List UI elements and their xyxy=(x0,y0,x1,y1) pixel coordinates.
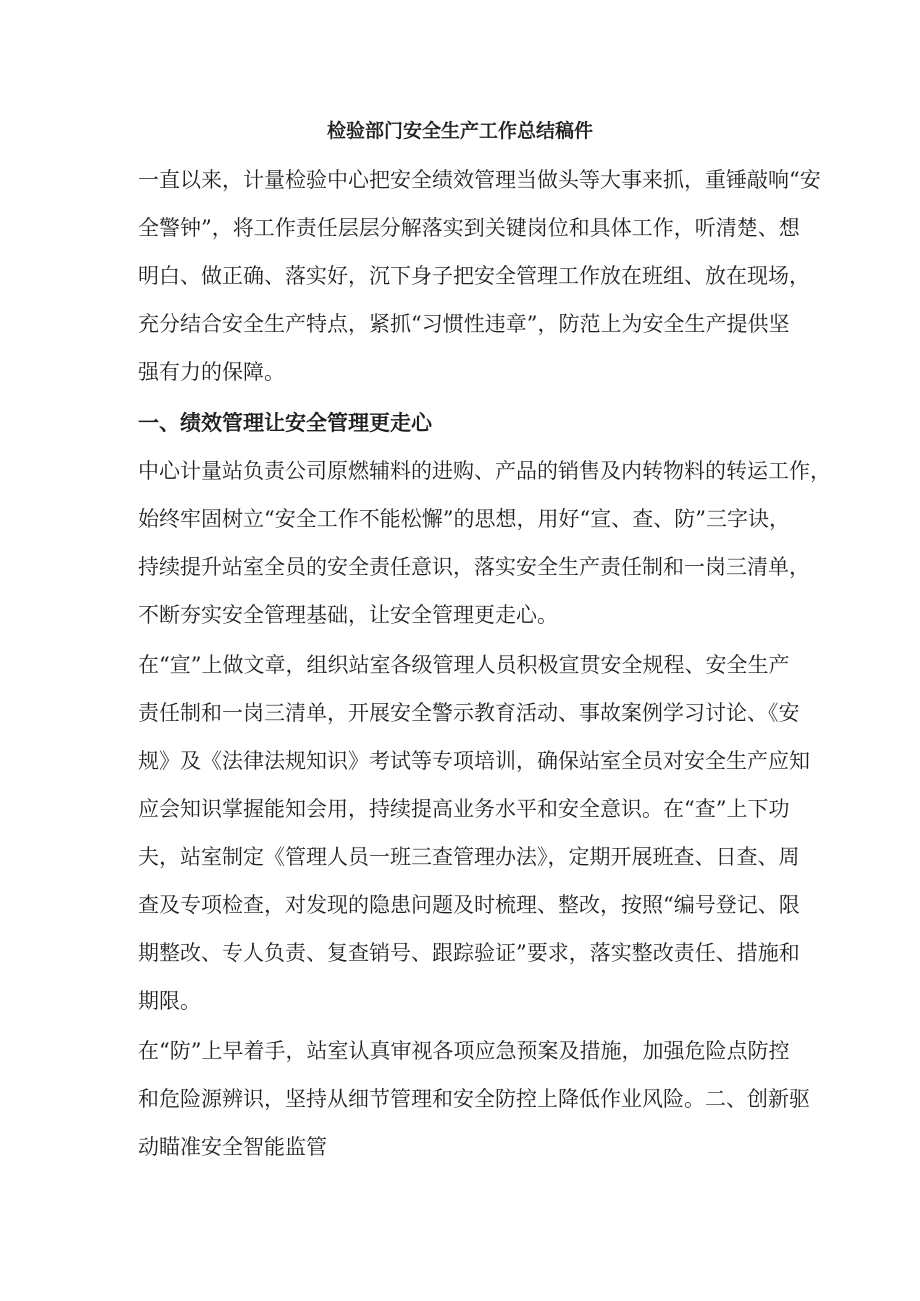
paragraph-line: 不断夯实安全管理基础，让安全管理更走心。 xyxy=(138,603,558,627)
paragraph-line: 在“防”上早着手，站室认真审视各项应急预案及措施，加强危险点防控 xyxy=(138,1039,790,1063)
paragraph-line: 和危险源辨识，坚持从细节管理和安全防控上降低作业风险。二、创新驱 xyxy=(138,1087,810,1111)
paragraph-line: 始终牢固树立“安全工作不能松懈”的思想，用好“宣、查、防”三字诀， xyxy=(138,507,790,531)
xuan-paragraph xyxy=(138,641,810,1025)
fang-paragraph xyxy=(138,1027,810,1171)
paragraph-line: 中心计量站负责公司原燃辅料的进购、产品的销售及内转物料的转运工作， xyxy=(138,459,831,483)
paragraph-line: 全警钟”，将工作责任层层分解落实到关键岗位和具体工作，听清楚、想 xyxy=(138,216,800,240)
paragraph-line: 动瞄准安全智能监管 xyxy=(138,1135,327,1159)
section-1-heading: 一、绩效管理让安全管理更走心 xyxy=(138,410,432,435)
paragraph-line: 规》及《法律法规知识》考试等专项培训，确保站室全员对安全生产应知 xyxy=(138,749,810,773)
paragraph-line: 查及专项检查，对发现的隐患问题及时梳理、整改，按照“编号登记、限 xyxy=(138,893,800,917)
paragraph-line: 责任制和一岗三清单，开展安全警示教育活动、事故案例学习讨论、《安 xyxy=(138,701,800,725)
paragraph-line: 在“宣”上做文章，组织站室各级管理人员积极宣贯安全规程、安全生产 xyxy=(138,653,790,677)
document-title: 检验部门安全生产工作总结稿件 xyxy=(326,120,593,142)
section-1-paragraph xyxy=(138,447,831,639)
paragraph-line: 应会知识掌握能知会用，持续提高业务水平和安全意识。在“查”上下功 xyxy=(138,797,790,821)
paragraph-line: 明白、做正确、落实好，沉下身子把安全管理工作放在班组、放在现场， xyxy=(138,264,810,288)
paragraph-line: 一直以来，计量检验中心把安全绩效管理当做头等大事来抓，重锤敲响“安 xyxy=(138,168,821,192)
intro-paragraph xyxy=(138,156,821,396)
paragraph-line: 期整改、专人负责、复查销号、跟踪验证”要求，落实整改责任、措施和 xyxy=(138,941,800,965)
paragraph-line: 强有力的保障。 xyxy=(138,360,285,384)
paragraph-line: 充分结合安全生产特点，紧抓“习惯性违章”，防范上为安全生产提供坚 xyxy=(138,312,790,336)
paragraph-line: 持续提升站室全员的安全责任意识，落实安全生产责任制和一岗三清单， xyxy=(138,555,810,579)
paragraph-line: 期限。 xyxy=(138,989,201,1013)
paragraph-line: 夫，站室制定《管理人员一班三查管理办法》，定期开展班查、日查、周 xyxy=(138,845,800,869)
